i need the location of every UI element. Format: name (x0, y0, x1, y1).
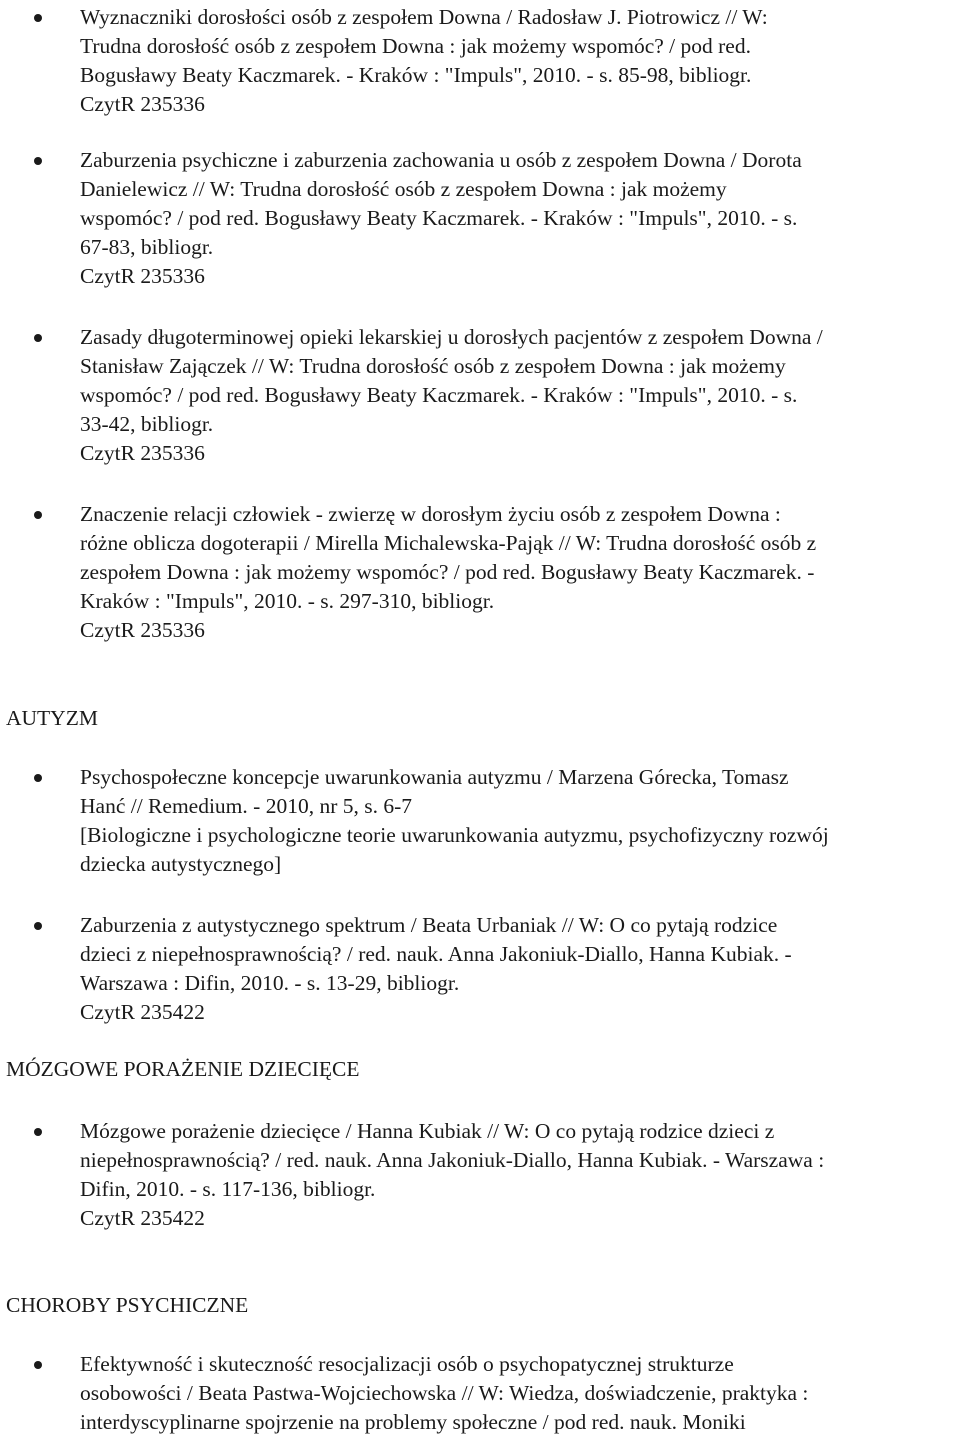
entry-line: Zaburzenia psychiczne i zaburzenia zachowania u osób z zespołem Downa / Dorota (80, 148, 802, 172)
bibliography-entry (80, 1117, 960, 1233)
bullet-icon (34, 1361, 42, 1369)
section-heading-mozgowe-porazenie: MÓZGOWE PORAŻENIE DZIECIĘCE (6, 1057, 360, 1081)
call-number: CzytR 235336 (80, 618, 205, 642)
call-number: CzytR 235422 (80, 1206, 205, 1230)
call-number: CzytR 235336 (80, 441, 205, 465)
bullet-icon (34, 157, 42, 165)
call-number: CzytR 235422 (80, 1000, 205, 1024)
entry-line: Difin, 2010. - s. 117-136, bibliogr. (80, 1177, 376, 1201)
entry-line: dzieci z niepełnosprawnością? / red. nauk. Anna Jakoniuk-Diallo, Hanna Kubiak. - (80, 942, 792, 966)
bibliography-entry (80, 323, 960, 468)
bibliography-entry (80, 911, 960, 1027)
call-number: CzytR 235336 (80, 92, 205, 116)
entry-line: Kraków : "Impuls", 2010. - s. 297-310, bibliogr. (80, 589, 495, 613)
entry-line: Zaburzenia z autystycznego spektrum / Beata Urbaniak // W: O co pytają rodzice (80, 913, 778, 937)
entry-line: Mózgowe porażenie dziecięce / Hanna Kubiak // W: O co pytają rodzice dzieci z (80, 1119, 775, 1143)
entry-line: wspomóc? / pod red. Bogusławy Beaty Kaczmarek. - Kraków : "Impuls", 2010. - s. (80, 383, 798, 407)
bullet-icon (34, 922, 42, 930)
entry-line: [Biologiczne i psychologiczne teorie uwarunkowania autyzmu, psychofizyczny rozwój (80, 823, 829, 847)
entry-line: wspomóc? / pod red. Bogusławy Beaty Kaczmarek. - Kraków : "Impuls", 2010. - s. (80, 206, 798, 230)
entry-line: Bogusławy Beaty Kaczmarek. - Kraków : "Impuls", 2010. - s. 85-98, bibliogr. (80, 63, 752, 87)
bullet-icon (34, 334, 42, 342)
entry-line: Warszawa : Difin, 2010. - s. 13-29, bibliogr. (80, 971, 460, 995)
entry-line: Stanisław Zajączek // W: Trudna dorosłość osób z zespołem Downa : jak możemy (80, 354, 786, 378)
entry-line: osobowości / Beata Pastwa-Wojciechowska // W: Wiedza, doświadczenie, praktyka : (80, 1381, 809, 1405)
entry-line: interdyscyplinarne spojrzenie na problemy społeczne / pod red. nauk. Moniki (80, 1410, 746, 1434)
entry-line: niepełnosprawnością? / red. nauk. Anna Jakoniuk-Diallo, Hanna Kubiak. - Warszawa : (80, 1148, 825, 1172)
bullet-icon (34, 1128, 42, 1136)
bullet-icon (34, 511, 42, 519)
entry-line: dziecka autystycznego] (80, 852, 282, 876)
section-heading-autyzm: AUTYZM (6, 706, 98, 730)
bullet-icon (34, 14, 42, 22)
entry-line: Znaczenie relacji człowiek - zwierzę w dorosłym życiu osób z zespołem Downa : (80, 502, 781, 526)
entry-line: różne oblicza dogoterapii / Mirella Michalewska-Pająk // W: Trudna dorosłość osób z (80, 531, 817, 555)
bibliography-entry (80, 146, 960, 291)
entry-line: Danielewicz // W: Trudna dorosłość osób z zespołem Downa : jak możemy (80, 177, 727, 201)
bibliography-entry (80, 3, 960, 119)
entry-line: 33-42, bibliogr. (80, 412, 214, 436)
bullet-icon (34, 774, 42, 782)
bibliography-entry (80, 500, 960, 645)
entry-line: Trudna dorosłość osób z zespołem Downa : jak możemy wspomóc? / pod red. (80, 34, 751, 58)
call-number: CzytR 235336 (80, 264, 205, 288)
entry-line: 67-83, bibliogr. (80, 235, 214, 259)
bibliography-entry (80, 1350, 960, 1437)
entry-line: Wyznaczniki dorosłości osób z zespołem Downa / Radosław J. Piotrowicz // W: (80, 5, 768, 29)
entry-line: Efektywność i skuteczność resocjalizacji osób o psychopatycznej strukturze (80, 1352, 734, 1376)
section-heading-choroby-psychiczne: CHOROBY PSYCHICZNE (6, 1293, 249, 1317)
entry-line: Psychospołeczne koncepcje uwarunkowania autyzmu / Marzena Górecka, Tomasz (80, 765, 789, 789)
entry-line: Hanć // Remedium. - 2010, nr 5, s. 6-7 (80, 794, 413, 818)
entry-line: Zasady długoterminowej opieki lekarskiej u dorosłych pacjentów z zespołem Downa / (80, 325, 823, 349)
entry-line: zespołem Downa : jak możemy wspomóc? / pod red. Bogusławy Beaty Kaczmarek. - (80, 560, 815, 584)
bibliography-entry (80, 763, 960, 879)
